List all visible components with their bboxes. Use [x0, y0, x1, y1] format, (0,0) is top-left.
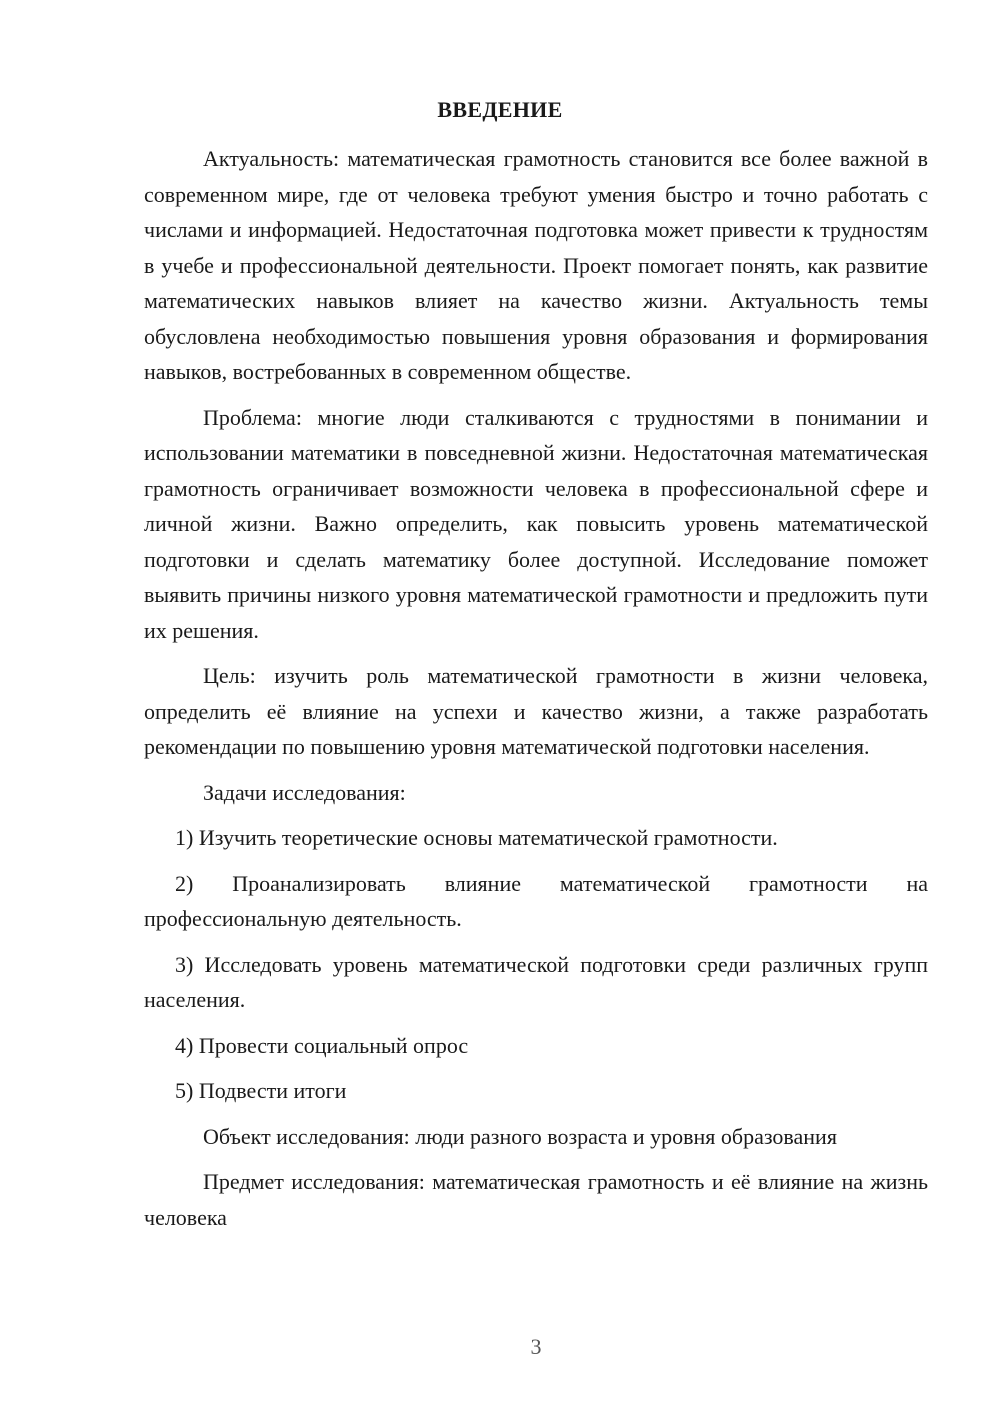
- paragraph-goal: Цель: изучить роль математической грамотности в жизни человека, определить её влияние на успехи и качество жизни, а также разработать рекомендации по повышению уровня математической подготовки населения.: [144, 663, 928, 759]
- task-item-5: 5) Подвести итоги: [175, 1078, 347, 1103]
- tasks-heading: Задачи исследования:: [203, 779, 406, 805]
- task-item-1: 1) Изучить теоретические основы математической грамотности.: [175, 825, 778, 850]
- task-item-3: 3) Исследовать уровень математической подготовки среди различных групп населения.: [144, 951, 928, 1012]
- page-title: ВВЕДЕНИЕ: [437, 97, 563, 122]
- paragraph-problem: Проблема: многие люди сталкиваются с трудностями в понимании и использовании математики в повседневной жизни. Недостаточная математическая грамотность ограничивает возможности человека в профессиональной сфере и личной жизни. Важно определить, как повысить уровень математической подготовки и сделать математику более доступной. Исследование поможет выявить причины низкого уровня математической грамотности и предложить пути их решения.: [144, 404, 928, 643]
- task-item-4: 4) Провести социальный опрос: [175, 1032, 469, 1058]
- paragraph-relevance: Актуальность: математическая грамотность становится все более важной в современном мире, где от человека требуют умения быстро и точно работать с числами и информацией. Недостаточная подготовка может привести к трудностям в учебе и профессиональной деятельности. Проект помогает понять, как развитие математических навыков влияет на качество жизни. Актуальность темы обусловлена необходимостью повышения уровня образования и формирования навыков, востребованных в современном обществе.: [144, 146, 928, 384]
- research-object: Объект исследования: люди разного возраста и уровня образования: [203, 1123, 837, 1149]
- research-subject: Предмет исследования: математическая грамотность и её влияние на жизнь человека: [144, 1169, 928, 1230]
- task-item-2: 2) Проанализировать влияние математической грамотности на профессиональную деятельность.: [144, 870, 928, 931]
- page-number: 3: [530, 1334, 542, 1359]
- document-body: [144, 141, 928, 1235]
